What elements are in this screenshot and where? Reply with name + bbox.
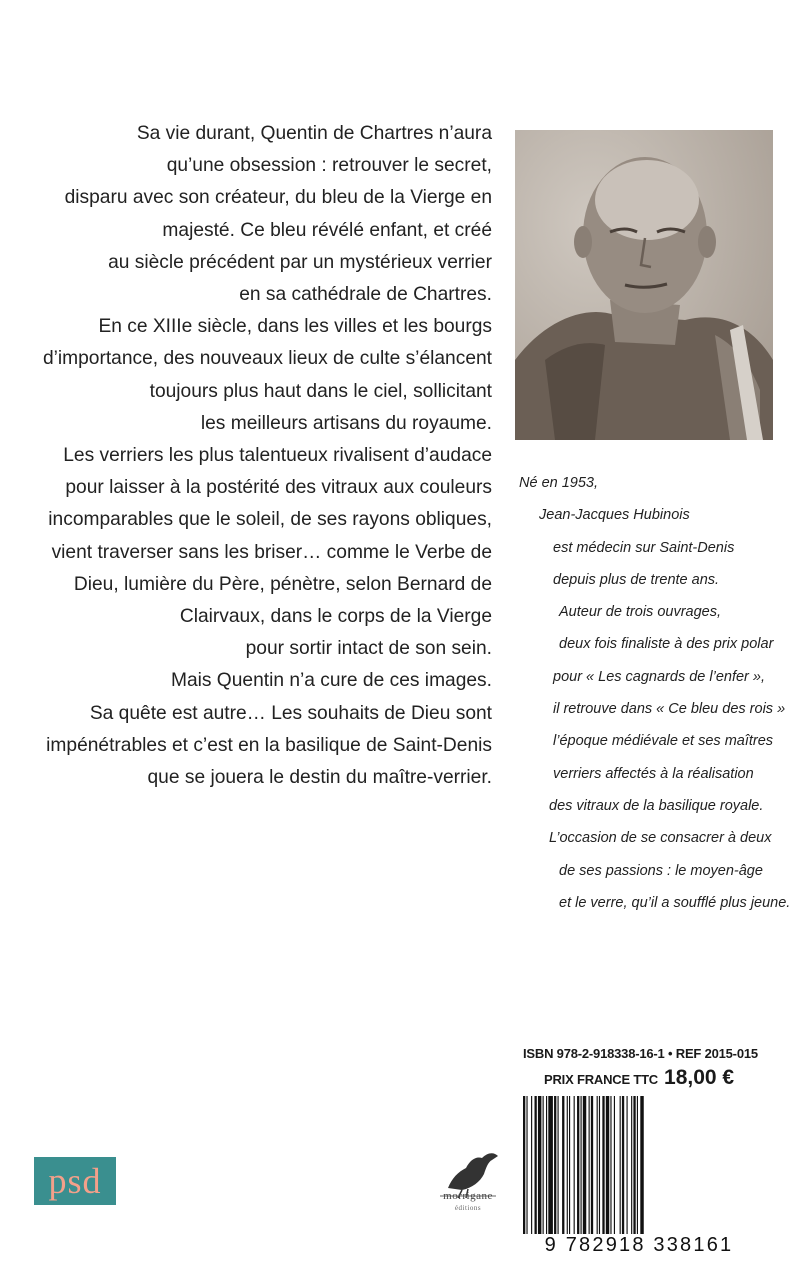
bio-line: l’époque médiévale et ses maîtres: [553, 733, 774, 750]
bio-line: Né en 1953,: [519, 475, 599, 491]
synopsis-line: Sa quête est autre… Les souhaits de Dieu sont: [89, 702, 492, 724]
synopsis-line: incomparables que le soleil, de ses rayons obliques,: [48, 509, 492, 531]
synopsis-line: Les verriers les plus talentueux rivalisent d’audace: [63, 445, 492, 467]
synopsis-line: Dieu, lumière du Père, pénètre, selon Bernard de: [73, 573, 492, 595]
author-photo: [515, 130, 773, 440]
synopsis-line: impénétrables et c’est en la basilique de Saint-Denis: [46, 734, 492, 756]
synopsis-line: pour sortir intact de son sein.: [245, 638, 492, 660]
synopsis-line: En ce XIIIe siècle, dans les villes et les bourgs: [98, 316, 492, 338]
synopsis-line: disparu avec son créateur, du bleu de la Vierge en: [64, 187, 492, 209]
synopsis-line: Sa vie durant, Quentin de Chartres n’aura: [136, 123, 492, 144]
author-bio: [519, 467, 791, 919]
synopsis-line: pour laisser à la postérité des vitraux aux couleurs: [65, 477, 492, 499]
synopsis-line: que se jouera le destin du maître-verrier.: [147, 767, 492, 789]
synopsis-line: toujours plus haut dans le ciel, sollicitant: [149, 380, 492, 402]
bio-line: est médecin sur Saint-Denis: [553, 539, 735, 556]
publisher-name: morrigane: [443, 1190, 493, 1202]
bio-line: de ses passions : le moyen-âge: [559, 862, 763, 879]
synopsis-text: [22, 118, 492, 794]
bio-line: verriers affectés à la réalisation: [553, 765, 754, 782]
synopsis-line: d’importance, des nouveaux lieux de culte s’élancent: [42, 348, 492, 370]
synopsis-line: au siècle précédent par un mystérieux verrier: [108, 251, 492, 273]
synopsis-line: Mais Quentin n’a cure de ces images.: [170, 670, 492, 692]
price-row: [544, 1066, 734, 1090]
publisher-subtitle: éditions: [454, 1204, 482, 1212]
synopsis-line: Clairvaux, dans le corps de la Vierge: [179, 606, 492, 628]
synopsis-line: qu’une obsession : retrouver le secret,: [166, 155, 492, 177]
isbn-reference: ISBN 978-2-918338-16-1 • REF 2015-015: [523, 1046, 758, 1061]
synopsis-line: les meilleurs artisans du royaume.: [200, 412, 492, 434]
bio-line: pour « Les cagnards de l’enfer »,: [553, 668, 765, 685]
barcode: [519, 1096, 759, 1234]
bio-line: deux fois finaliste à des prix polar: [559, 636, 774, 653]
price-value: 18,00 €: [664, 1066, 735, 1089]
synopsis-line: vient traverser sans les briser… comme le Verbe de: [51, 541, 492, 563]
bio-line: L’occasion de se consacrer à deux: [549, 830, 772, 847]
bio-line: depuis plus de trente ans.: [553, 571, 720, 588]
barcode-number: 9 782918 338161: [544, 1234, 734, 1256]
synopsis-line: majesté. Ce bleu révélé enfant, et créé: [162, 219, 492, 241]
psd-logo: psd: [34, 1157, 116, 1205]
bio-line: Auteur de trois ouvrages,: [559, 604, 722, 621]
bio-line: des vitraux de la basilique royale.: [549, 797, 764, 814]
synopsis-line: en sa cathédrale de Chartres.: [239, 284, 492, 306]
bio-line: et le verre, qu’il a soufflé plus jeune.: [559, 894, 791, 911]
price-label: PRIX FRANCE TTC: [544, 1072, 659, 1087]
bio-line: il retrouve dans « Ce bleu des rois »: [553, 701, 786, 718]
bio-line: Jean-Jacques Hubinois: [539, 507, 690, 524]
